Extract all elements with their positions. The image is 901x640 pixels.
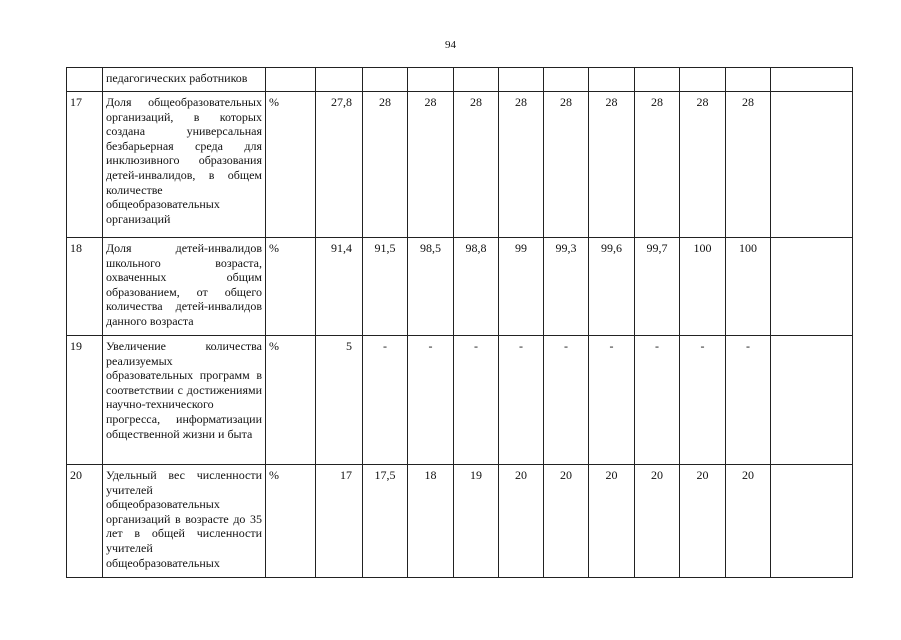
- table-row: [67, 238, 853, 336]
- value-cell: 28: [454, 92, 499, 238]
- value-cell: 99,3: [544, 238, 589, 336]
- value-cell: -: [589, 336, 635, 465]
- value-cell: 27,8: [316, 92, 363, 238]
- table-row: [67, 465, 853, 578]
- row-number-cell: 19: [67, 336, 103, 465]
- value-cell: 28: [680, 92, 726, 238]
- value-cell: [726, 68, 771, 92]
- value-cell: 20: [544, 465, 589, 578]
- value-cell: 28: [408, 92, 454, 238]
- value-cell: 98,5: [408, 238, 454, 336]
- indicator-cell: Доля детей-инвалидов школьного возраста, охваченных общим образованием, от общего количества детей-инвалидов данного возраста: [103, 238, 266, 336]
- indicator-cell: Удельный вес численности учителей общеобразовательных организаций в возрасте до 35 лет в общей численности учителей общеобразовательных: [103, 465, 266, 578]
- value-cell: 99,6: [589, 238, 635, 336]
- row-number-cell: 18: [67, 238, 103, 336]
- value-cell: -: [454, 336, 499, 465]
- value-cell: 99,7: [635, 238, 680, 336]
- value-cell: 17,5: [363, 465, 408, 578]
- value-cell: -: [680, 336, 726, 465]
- value-cell: 20: [635, 465, 680, 578]
- unit-cell: [266, 68, 316, 92]
- note-cell: [771, 92, 853, 238]
- value-cell: 28: [589, 92, 635, 238]
- unit-cell: %: [266, 238, 316, 336]
- table-row: [67, 68, 853, 92]
- row-number-cell: [67, 68, 103, 92]
- indicators-table: [66, 67, 853, 578]
- value-cell: 28: [635, 92, 680, 238]
- page-number: 94: [445, 39, 456, 51]
- value-cell: [680, 68, 726, 92]
- value-cell: 20: [589, 465, 635, 578]
- value-cell: -: [499, 336, 544, 465]
- value-cell: 28: [544, 92, 589, 238]
- row-number-cell: 17: [67, 92, 103, 238]
- note-cell: [771, 465, 853, 578]
- unit-cell: %: [266, 465, 316, 578]
- value-cell: 20: [680, 465, 726, 578]
- value-cell: -: [726, 336, 771, 465]
- value-cell: -: [635, 336, 680, 465]
- row-number-cell: 20: [67, 465, 103, 578]
- value-cell: 18: [408, 465, 454, 578]
- value-cell: [454, 68, 499, 92]
- value-cell: 19: [454, 465, 499, 578]
- value-cell: [589, 68, 635, 92]
- value-cell: 91,4: [316, 238, 363, 336]
- indicator-cell: Доля общеобразовательных организаций, в которых создана универсальная безбарьерная среда для инклюзивного образования детей-инвалидов, в общем количестве общеобразовательных организаций: [103, 92, 266, 238]
- value-cell: 20: [499, 465, 544, 578]
- value-cell: -: [408, 336, 454, 465]
- note-cell: [771, 68, 853, 92]
- value-cell: 28: [726, 92, 771, 238]
- unit-cell: %: [266, 336, 316, 465]
- value-cell: [544, 68, 589, 92]
- value-cell: [499, 68, 544, 92]
- value-cell: 28: [499, 92, 544, 238]
- table-body: [67, 68, 853, 578]
- value-cell: -: [363, 336, 408, 465]
- indicator-cell: педагогических работников: [103, 68, 266, 92]
- value-cell: 100: [680, 238, 726, 336]
- value-cell: [316, 68, 363, 92]
- table-row: [67, 92, 853, 238]
- table-row: [67, 336, 853, 465]
- value-cell: 17: [316, 465, 363, 578]
- value-cell: 20: [726, 465, 771, 578]
- value-cell: [635, 68, 680, 92]
- value-cell: 99: [499, 238, 544, 336]
- value-cell: 28: [363, 92, 408, 238]
- note-cell: [771, 336, 853, 465]
- value-cell: 100: [726, 238, 771, 336]
- note-cell: [771, 238, 853, 336]
- value-cell: 98,8: [454, 238, 499, 336]
- indicator-cell: Увеличение количества реализуемых образовательных программ в соответствии с достижениями научно-технического прогресса, информатизации общественной жизни и быта: [103, 336, 266, 465]
- value-cell: 5: [316, 336, 363, 465]
- value-cell: 91,5: [363, 238, 408, 336]
- unit-cell: %: [266, 92, 316, 238]
- value-cell: [363, 68, 408, 92]
- value-cell: [408, 68, 454, 92]
- value-cell: -: [544, 336, 589, 465]
